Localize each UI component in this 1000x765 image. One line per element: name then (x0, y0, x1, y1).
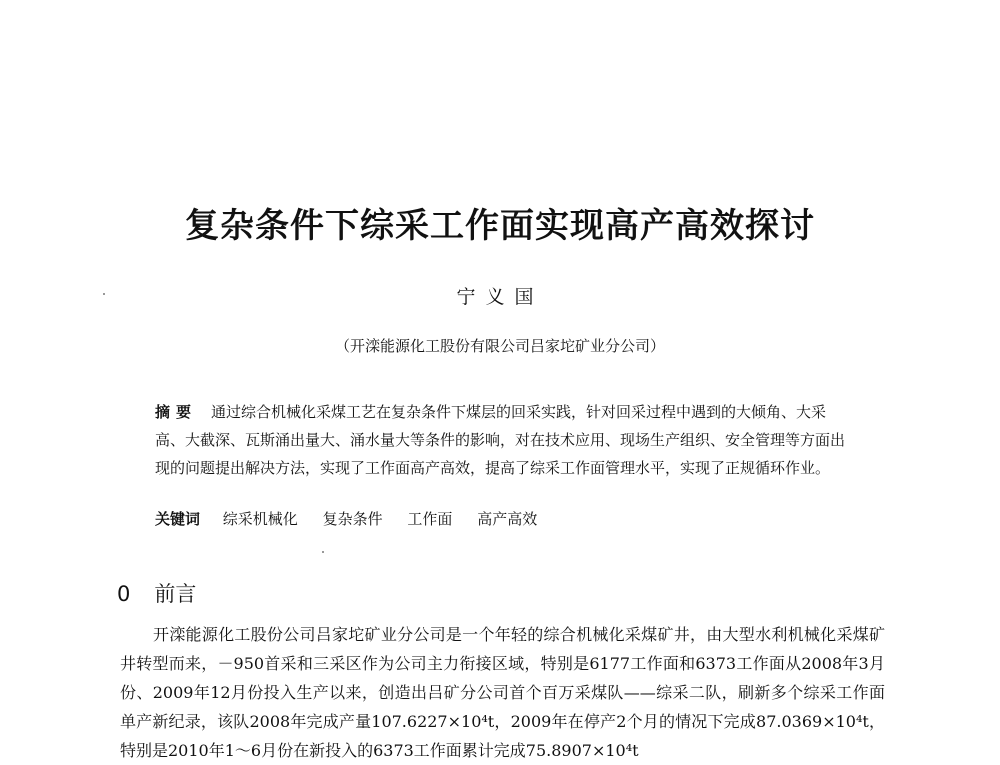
keywords (155, 508, 855, 529)
keyword-item: 复杂条件 (322, 510, 383, 528)
keyword-item: 综采机械化 (222, 510, 298, 528)
body-paragraph: 开滦能源化工股份公司吕家坨矿业分公司是一个年轻的综合机械化采煤矿井，由大型水利机械化采煤矿井转型而来，－950首采和三采区作为公司主力衔接区域，特别是6177工作面和6373工作面从2008年3月份、2009年12月份投入生产以来，创造出吕矿分公司首个百万采煤队——综采二队，刷新多个综采工作面单产新纪录，该队2008年完成产量107.6227×10⁴t，2009年在停产2个月的情况下完成87.0369×10⁴t，特别是2010年1～6月份在新投入的6373工作面累计完成75.8907×10⁴t (120, 625, 885, 760)
paper-title: 复杂条件下综采工作面实现高产高效探讨 (185, 206, 815, 246)
abstract (155, 398, 855, 482)
section-title: 前言 (154, 582, 197, 606)
keyword-item: 工作面 (407, 510, 453, 528)
keyword-item: 高产高效 (477, 510, 538, 528)
keywords-label: 关键词 (155, 510, 201, 528)
section-heading (117, 578, 196, 608)
abstract-text: 通过综合机械化采煤工艺在复杂条件下煤层的回采实践，针对回采过程中遇到的大倾角、大采高、大截深、瓦斯涌出量大、涌水量大等条件的影响，对在技术应用、现场生产组织、安全管理等方面出现的问题提出解决方法，实现了工作面高产高效，提高了综采工作面管理水平，实现了正规循环作业。 (155, 403, 846, 477)
scan-speck (103, 293, 105, 295)
author-name: 宁义国 (456, 286, 544, 308)
affiliation: （开滦能源化工股份有限公司吕家坨矿业分公司） (334, 337, 665, 355)
section-number: 0 (117, 582, 131, 606)
scan-speck (322, 551, 324, 553)
abstract-label: 摘要 (155, 403, 198, 421)
